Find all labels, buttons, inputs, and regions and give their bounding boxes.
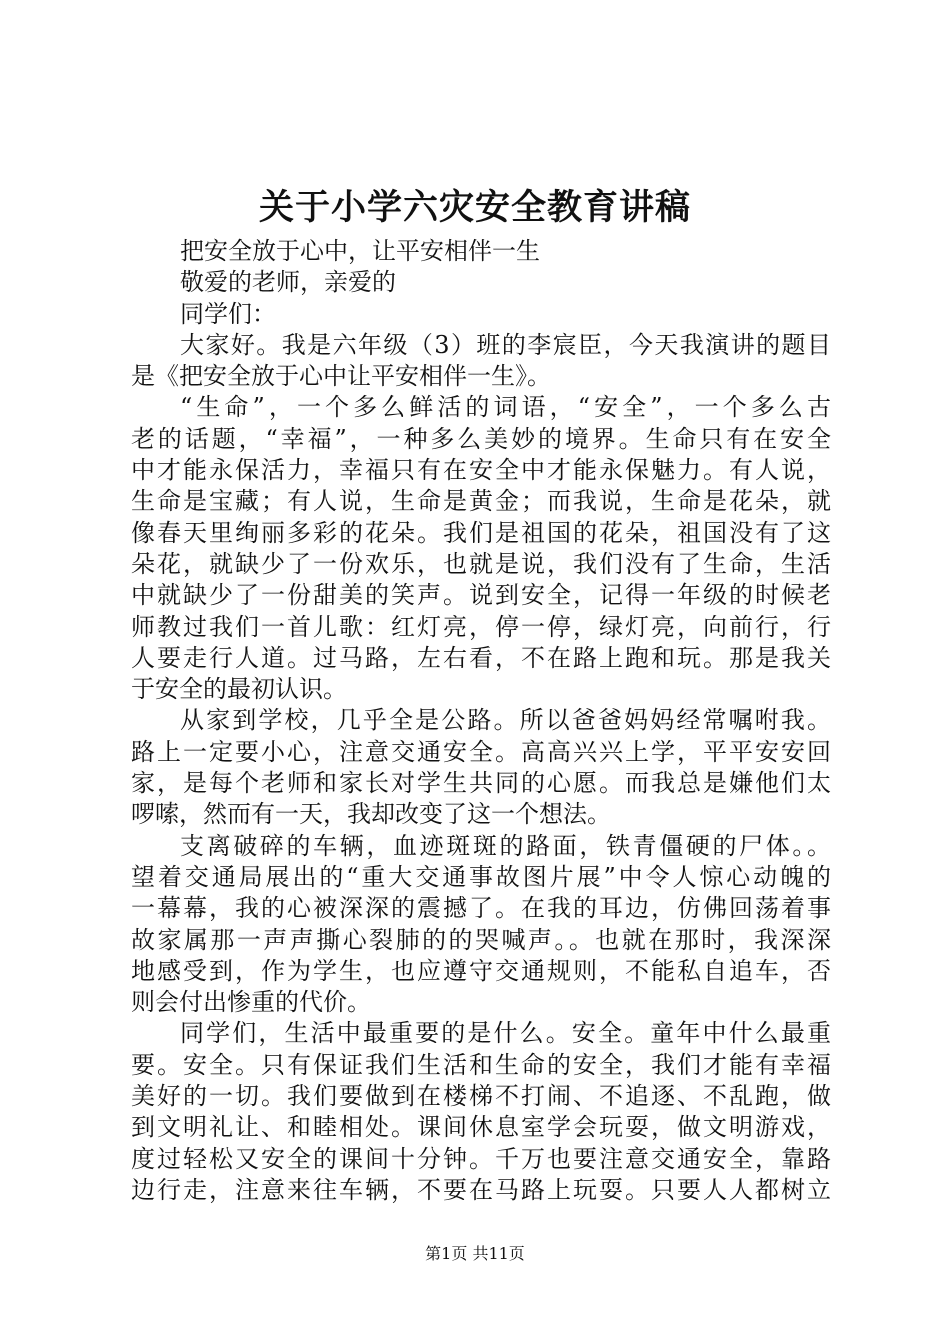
page-footer: 第1页 共11页 (425, 1244, 525, 1263)
text-line: 中就缺少了一份甜美的笑声。说到安全，记得一年级的时候老 (131, 581, 831, 610)
text-line: 度过轻松又安全的课间十分钟。千万也要注意交通安全，靠路 (131, 1144, 831, 1173)
text-line: 同学们，生活中最重要的是什么。安全。童年中什么最重 (180, 1019, 831, 1048)
text-line: 中才能永保活力，幸福只有在安全中才能永保魅力。有人说， (131, 456, 831, 485)
text-line: 师教过我们一首儿歌：红灯亮，停一停，绿灯亮，向前行，行 (131, 612, 831, 641)
text-line: 敬爱的老师，亲爱的 (180, 268, 396, 297)
text-line: 像春天里绚丽多彩的花朵。我们是祖国的花朵，祖国没有了这 (131, 518, 831, 547)
document-title: 关于小学六灾安全教育讲稿 (258, 187, 691, 228)
text-line: 于安全的最初认识。 (131, 675, 347, 704)
text-line: 路上一定要小心，注意交通安全。高高兴兴上学，平平安安回 (131, 737, 831, 766)
text-line: 地感受到，作为学生，也应遵守交通规则，不能私自追车，否 (131, 956, 831, 985)
text-line: 边行走，注意来往车辆，不要在马路上玩耍。只要人人都树立 (131, 1175, 831, 1204)
text-line: 家，是每个老师和家长对学生共同的心愿。而我总是嫌他们太 (131, 769, 831, 798)
text-line: 是《把安全放于心中让平安相伴一生》。 (131, 362, 551, 391)
text-line: 支离破碎的车辆，血迹斑斑的路面，铁青僵硬的尸体。。 (180, 831, 831, 860)
text-line: 大家好。我是六年级（3）班的李宸臣，今天我演讲的题目 (180, 330, 831, 359)
text-line: 则会付出惨重的代价。 (131, 988, 371, 1017)
text-line: 老的话题，“幸福”，一种多么美妙的境界。生命只有在安全 (131, 424, 831, 453)
text-line: 美好的一切。我们要做到在楼梯不打闹、不追逐、不乱跑，做 (131, 1082, 831, 1111)
text-line: 要。安全。只有保证我们生活和生命的安全，我们才能有幸福 (131, 1050, 831, 1079)
text-line: 一幕幕，我的心被深深的震撼了。在我的耳边，仿佛回荡着事 (131, 894, 831, 923)
text-line: 生命是宝藏；有人说，生命是黄金；而我说，生命是花朵，就 (131, 487, 831, 516)
text-line: 把安全放于心中，让平安相伴一生 (180, 237, 540, 265)
text-line: 同学们： (180, 299, 276, 328)
text-line: 人要走行人道。过马路，左右看，不在路上跑和玩。那是我关 (131, 643, 831, 672)
text-line: 到文明礼让、和睦相处。课间休息室学会玩耍，做文明游戏， (131, 1113, 831, 1142)
text-line: 从家到学校，几乎全是公路。所以爸爸妈妈经常嘱咐我。 (180, 706, 831, 735)
text-line: 故家属那一声声撕心裂肺的的哭喊声。。也就在那时，我深深 (131, 925, 831, 954)
text-line: 啰嗦，然而有一天，我却改变了这一个想法。 (131, 800, 611, 829)
text-line: 朵花，就缺少了一份欢乐，也就是说，我们没有了生命，生活 (131, 549, 831, 578)
text-line: 望着交通局展出的“重大交通事故图片展”中令人惊心动魄的 (131, 862, 831, 891)
document-body (131, 236, 831, 1206)
text-line: “生命”，一个多么鲜活的词语，“安全”，一个多么古 (180, 393, 831, 422)
